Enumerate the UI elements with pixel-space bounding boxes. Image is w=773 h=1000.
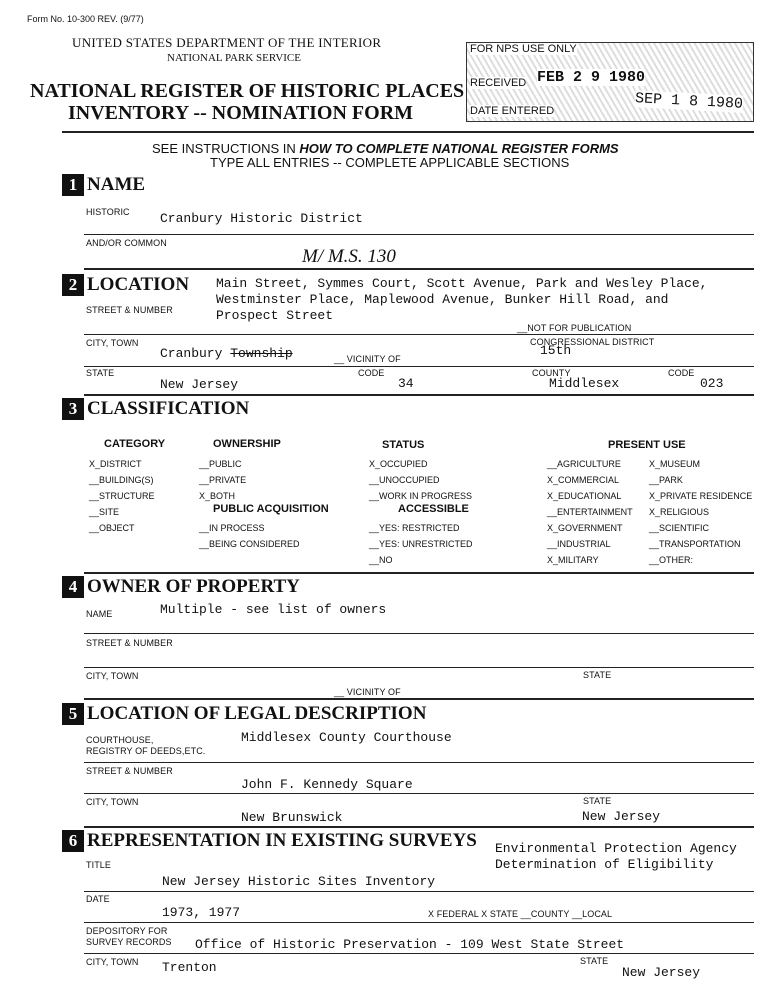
historic-label: HISTORIC <box>86 207 130 217</box>
section-title: LOCATION OF LEGAL DESCRIPTION <box>87 703 427 724</box>
state-value: New Jersey <box>160 377 239 392</box>
category-structure[interactable]: __STRUCTURE <box>89 491 155 501</box>
received-label: RECEIVED <box>470 77 527 89</box>
county-label: COUNTY <box>532 368 571 378</box>
depository-state-label: STATE <box>580 956 609 966</box>
section-title: NAME <box>87 174 146 195</box>
survey-date-label: DATE <box>86 894 110 904</box>
acquisition-heading: PUBLIC ACQUISITION <box>213 503 329 515</box>
depository-label-2: SURVEY RECORDS <box>86 937 172 947</box>
use-agriculture[interactable]: __AGRICULTURE <box>547 459 621 469</box>
section-title: OWNER OF PROPERTY <box>87 576 300 597</box>
state-label: STATE <box>86 368 115 378</box>
county-code-label: CODE <box>668 368 695 378</box>
section-number: 6 <box>62 830 84 852</box>
street-label: STREET & NUMBER <box>86 305 173 315</box>
county-value: Middlesex <box>549 376 620 391</box>
status-heading: STATUS <box>382 439 425 451</box>
present-use-heading: PRESENT USE <box>608 439 686 451</box>
owner-vicinity-label: __ VICINITY OF <box>334 687 401 697</box>
congressional-district: 15th <box>540 343 572 358</box>
use-entertainment[interactable]: __ENTERTAINMENT <box>547 507 633 517</box>
location-street-2: Westminster Place, Maplewood Avenue, Bunker Hill Road, and <box>216 292 669 307</box>
historic-name: Cranbury Historic District <box>160 211 363 226</box>
depository-city: Trenton <box>162 960 217 975</box>
category-list <box>89 456 155 536</box>
category-site[interactable]: __SITE <box>89 507 120 517</box>
form-title-2: INVENTORY -- NOMINATION FORM <box>68 102 414 124</box>
category-district[interactable]: X_DISTRICT <box>89 459 142 469</box>
ownership-both[interactable]: X_BOTH <box>199 491 236 501</box>
legal-street: John F. Kennedy Square <box>241 777 413 792</box>
form-number: Form No. 10-300 REV. (9/77) <box>27 14 144 24</box>
section-title: CLASSIFICATION <box>87 398 250 419</box>
legal-city-label: CITY, TOWN <box>86 797 139 807</box>
epa-line-1: Environmental Protection Agency <box>495 841 737 856</box>
acquisition-in-process[interactable]: __IN PROCESS <box>199 523 265 533</box>
section-legal-heading <box>62 703 426 725</box>
county-code: 023 <box>700 376 724 391</box>
survey-date: 1973, 1977 <box>162 905 241 920</box>
location-street-3: Prospect Street <box>216 308 334 323</box>
location-city <box>160 346 293 361</box>
owner-city-label: CITY, TOWN <box>86 671 139 681</box>
use-government[interactable]: X_GOVERNMENT <box>547 523 623 533</box>
legal-city: New Brunswick <box>241 810 343 825</box>
ownership-private[interactable]: __PRIVATE <box>199 475 247 485</box>
legal-state: New Jersey <box>582 809 661 824</box>
form-title-1: NATIONAL REGISTER OF HISTORIC PLACES <box>30 80 465 102</box>
accessible-unrestricted[interactable]: __YES: UNRESTRICTED <box>369 539 473 549</box>
code-label: CODE <box>358 368 385 378</box>
status-work-in-progress[interactable]: __WORK IN PROGRESS <box>369 491 473 501</box>
acquisition-list <box>199 520 300 552</box>
use-military[interactable]: X_MILITARY <box>547 555 599 565</box>
congressional-label: CONGRESSIONAL DISTRICT <box>530 337 655 347</box>
accessible-no[interactable]: __NO <box>369 555 393 565</box>
ownership-public[interactable]: __PUBLIC <box>199 459 242 469</box>
owner-name: Multiple - see list of owners <box>160 602 387 617</box>
legal-state-label: STATE <box>583 796 612 806</box>
use-other[interactable]: __OTHER: <box>649 555 694 565</box>
nps-use-box <box>466 42 754 122</box>
service: NATIONAL PARK SERVICE <box>167 52 301 64</box>
present-use-list-a <box>547 456 633 568</box>
use-commercial[interactable]: X_COMMERCIAL <box>547 475 620 485</box>
section-number: 1 <box>62 174 84 196</box>
owner-street-label: STREET & NUMBER <box>86 638 173 648</box>
use-transportation[interactable]: __TRANSPORTATION <box>649 539 741 549</box>
category-object[interactable]: __OBJECT <box>89 523 135 533</box>
depository-city-label: CITY, TOWN <box>86 957 139 967</box>
not-for-publication: __NOT FOR PUBLICATION <box>517 323 632 333</box>
owner-name-label: NAME <box>86 609 113 619</box>
entered-stamp: SEP 1 8 1980 <box>634 90 744 113</box>
instructions-prefix: SEE INSTRUCTIONS IN <box>152 141 300 156</box>
section-number: 4 <box>62 576 84 598</box>
section-name-heading <box>62 174 145 196</box>
depository-state: New Jersey <box>622 965 701 980</box>
nps-label: FOR NPS USE ONLY <box>470 43 577 55</box>
section-location-heading <box>62 274 189 296</box>
location-street-1: Main Street, Symmes Court, Scott Avenue, Park and Wesley Place, <box>216 276 708 291</box>
courthouse-label-1: COURTHOUSE, <box>86 735 154 745</box>
ownership-heading: OWNERSHIP <box>213 438 281 450</box>
status-occupied[interactable]: X_OCCUPIED <box>369 459 428 469</box>
depository-label-1: DEPOSITORY FOR <box>86 926 168 936</box>
accessible-restricted[interactable]: __YES: RESTRICTED <box>369 523 460 533</box>
use-park[interactable]: __PARK <box>649 475 683 485</box>
city-struck-value: Township <box>230 346 293 361</box>
section-classification-heading <box>62 398 249 420</box>
section-surveys-heading <box>62 830 477 852</box>
acquisition-being-considered[interactable]: __BEING CONSIDERED <box>199 539 300 549</box>
use-museum[interactable]: X_MUSEUM <box>649 459 701 469</box>
section-owner-heading <box>62 576 300 598</box>
use-educational[interactable]: X_EDUCATIONAL <box>547 491 622 501</box>
entered-label: DATE ENTERED <box>470 105 555 117</box>
use-industrial[interactable]: __INDUSTRIAL <box>547 539 611 549</box>
city-value: Cranbury <box>160 346 223 361</box>
survey-title: New Jersey Historic Sites Inventory <box>162 874 436 889</box>
vicinity-label: __ VICINITY OF <box>334 354 401 364</box>
courthouse-value: Middlesex County Courthouse <box>241 730 452 745</box>
category-buildings[interactable]: __BUILDING(S) <box>89 475 154 485</box>
ownership-list <box>199 456 246 504</box>
category-heading: CATEGORY <box>104 438 166 450</box>
owner-state-label: STATE <box>583 670 612 680</box>
legal-street-label: STREET & NUMBER <box>86 766 173 776</box>
accessible-list <box>369 520 473 568</box>
accessible-heading: ACCESSIBLE <box>398 503 469 515</box>
handwritten-note: M/ M.S. 130 <box>302 246 396 267</box>
courthouse-label-2: REGISTRY OF DEEDS,ETC. <box>86 746 206 756</box>
instructions-line-2: TYPE ALL ENTRIES -- COMPLETE APPLICABLE SECTIONS <box>210 155 570 170</box>
status-unoccupied[interactable]: __UNOCCUPIED <box>369 475 440 485</box>
use-scientific[interactable]: __SCIENTIFIC <box>649 523 710 533</box>
state-code: 34 <box>398 376 414 391</box>
section-number: 3 <box>62 398 84 420</box>
section-number: 5 <box>62 703 84 725</box>
present-use-list-b <box>649 456 752 568</box>
epa-line-2: Determination of Eligibility <box>495 857 714 872</box>
use-private-residence[interactable]: X_PRIVATE RESIDENCE <box>649 491 753 501</box>
received-stamp: FEB 2 9 1980 <box>537 69 646 86</box>
survey-levels: X FEDERAL X STATE __COUNTY __LOCAL <box>428 909 613 919</box>
common-label: AND/OR COMMON <box>86 238 167 248</box>
instructions-title: HOW TO COMPLETE NATIONAL REGISTER FORMS <box>299 141 619 156</box>
depository-value: Office of Historic Preservation - 109 West State Street <box>195 937 625 952</box>
use-religious[interactable]: X_RELIGIOUS <box>649 507 710 517</box>
survey-title-label: TITLE <box>86 860 112 870</box>
section-number: 2 <box>62 274 84 296</box>
instructions-line-1 <box>152 141 619 156</box>
section-title: REPRESENTATION IN EXISTING SURVEYS <box>87 830 477 851</box>
department: UNITED STATES DEPARTMENT OF THE INTERIOR <box>72 35 382 50</box>
status-list <box>369 456 472 504</box>
city-label: CITY, TOWN <box>86 338 139 348</box>
section-title: LOCATION <box>87 274 190 295</box>
